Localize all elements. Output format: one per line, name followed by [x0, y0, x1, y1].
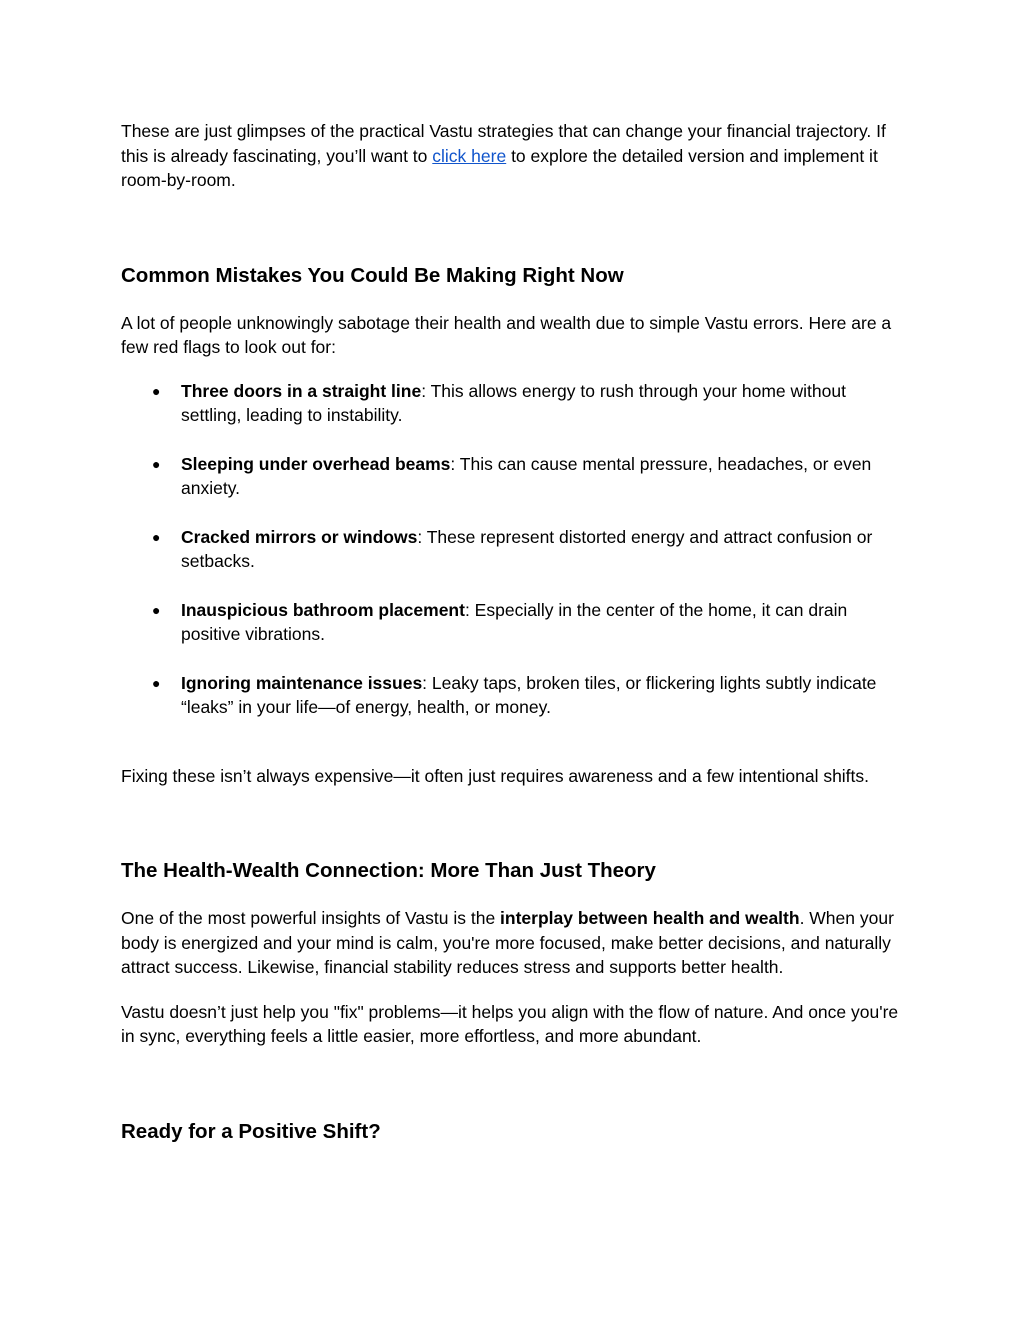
list-item: [121, 671, 901, 720]
intro-text-after-link: to explore the detailed version and implement it room-by-room.: [121, 145, 878, 190]
p1-text-after: . When your body is energized and your mind is calm, you're more focused, make better decisions, and naturally attract success. Likewise, financial stability reduces stress and supports better health.: [121, 908, 894, 977]
bullet-icon: ●: [152, 382, 161, 399]
list-item-text: : Especially in the center of the home, it can drain positive vibrations.: [181, 599, 848, 644]
list-item-title: Cracked mirrors or windows: [181, 526, 418, 547]
click-here-link[interactable]: click here: [432, 145, 507, 166]
heading-ready: Ready for a Positive Shift?: [121, 1119, 381, 1143]
p1-bold-phrase: interplay between health and wealth: [500, 908, 800, 928]
health-wealth-paragraph-2: Vastu doesn’t just help you "fix" problems—it helps you align with the flow of nature. And once you're in sync, everything feels a little easier, more effortless, and more abundant.: [121, 1001, 899, 1046]
list-item: [121, 525, 901, 574]
health-wealth-paragraph-1: [121, 906, 901, 980]
intro-text-before-link: These are just glimpses of the practical Vastu strategies that can change your financial trajectory. If this is already fascinating, you’ll want to: [121, 121, 886, 166]
bullet-icon: ●: [152, 601, 161, 618]
intro-paragraph: [121, 119, 901, 193]
list-item-title: Inauspicious bathroom placement: [181, 599, 465, 620]
bullet-icon: ●: [152, 528, 161, 545]
list-item: [121, 379, 901, 428]
bullet-icon: ●: [152, 674, 161, 691]
list-item-text: : These represent distorted energy and attract confusion or setbacks.: [181, 526, 873, 571]
mistakes-intro-paragraph: A lot of people unknowingly sabotage their health and wealth due to simple Vastu errors. Here are a few red flags to look out for:: [121, 312, 892, 357]
list-item-text: : Leaky taps, broken tiles, or flickering lights subtly indicate “leaks” in your life—of energy, health, or money.: [181, 672, 877, 717]
list-item-title: Three doors in a straight line: [181, 380, 422, 401]
list-item-title: Ignoring maintenance issues: [181, 672, 423, 693]
heading-health-wealth: The Health-Wealth Connection: More Than Just Theory: [121, 859, 656, 882]
p1-text-before: One of the most powerful insights of Vastu is the: [121, 908, 501, 928]
list-item-text: : This allows energy to rush through your home without settling, leading to instability.: [181, 380, 846, 425]
list-item-title: Sleeping under overhead beams: [181, 453, 451, 474]
red-flags-list: [121, 379, 901, 720]
bullet-icon: ●: [152, 455, 161, 472]
heading-common-mistakes: Common Mistakes You Could Be Making Right Now: [121, 263, 624, 287]
list-item-text: : This can cause mental pressure, headaches, or even anxiety.: [181, 453, 872, 498]
fixing-paragraph: Fixing these isn’t always expensive—it often just requires awareness and a few intentional shifts.: [121, 765, 870, 786]
list-item: [121, 598, 901, 647]
list-item: [121, 452, 901, 501]
document-page: [121, 119, 901, 1145]
